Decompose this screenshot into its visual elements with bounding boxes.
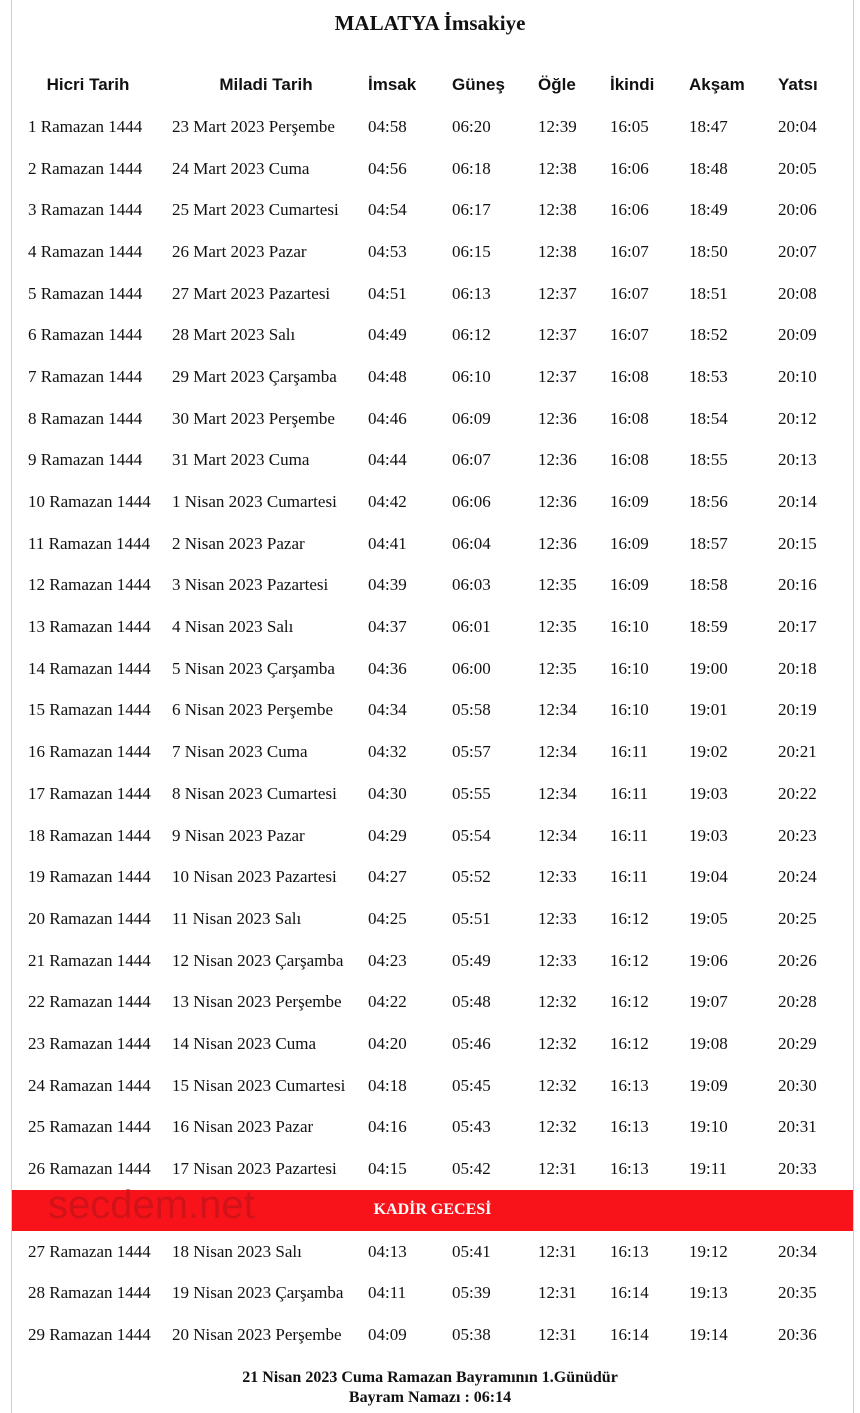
ogle-time: 12:32 — [538, 1075, 577, 1095]
table-row — [12, 773, 853, 815]
hicri-date: 24 Ramazan 1444 — [28, 1075, 151, 1095]
gunes-time: 06:18 — [452, 158, 491, 178]
ogle-time: 12:33 — [538, 867, 577, 887]
gunes-time: 05:42 — [452, 1159, 491, 1179]
ogle-time: 12:37 — [538, 366, 577, 386]
hicri-date: 22 Ramazan 1444 — [28, 992, 151, 1012]
imsak-time: 04:18 — [368, 1075, 407, 1095]
gunes-time: 06:10 — [452, 366, 491, 386]
aksam-time: 18:56 — [689, 492, 728, 512]
col-header-miladi: Miladi Tarih — [219, 75, 313, 94]
imsak-time: 04:13 — [368, 1241, 407, 1261]
ogle-time: 12:32 — [538, 1117, 577, 1137]
yatsi-time: 20:21 — [778, 742, 817, 762]
gunes-time: 05:51 — [452, 908, 491, 928]
imsak-time: 04:51 — [368, 283, 407, 303]
aksam-time: 19:05 — [689, 908, 728, 928]
aksam-time: 18:57 — [689, 533, 728, 553]
miladi-date: 26 Mart 2023 Pazar — [172, 241, 307, 261]
imsak-time: 04:48 — [368, 366, 407, 386]
ikindi-time: 16:11 — [610, 742, 649, 762]
ikindi-time: 16:10 — [610, 617, 649, 637]
yatsi-time: 20:05 — [778, 158, 817, 178]
gunes-time: 05:49 — [452, 950, 491, 970]
table-row — [12, 1107, 853, 1149]
hicri-date: 18 Ramazan 1444 — [28, 825, 151, 845]
table-row — [12, 731, 853, 773]
aksam-time: 18:53 — [689, 366, 728, 386]
imsak-time: 04:16 — [368, 1117, 407, 1137]
ikindi-time: 16:10 — [610, 658, 649, 678]
imsak-time: 04:41 — [368, 533, 407, 553]
imsak-time: 04:09 — [368, 1325, 407, 1345]
miladi-date: 20 Nisan 2023 Perşembe — [172, 1325, 342, 1345]
yatsi-time: 20:34 — [778, 1241, 817, 1261]
miladi-date: 2 Nisan 2023 Pazar — [172, 533, 305, 553]
miladi-date: 25 Mart 2023 Cumartesi — [172, 200, 339, 220]
table-row — [12, 565, 853, 607]
gunes-time: 05:54 — [452, 825, 491, 845]
imsak-time: 04:58 — [368, 116, 407, 136]
ogle-time: 12:33 — [538, 950, 577, 970]
ikindi-time: 16:11 — [610, 783, 649, 803]
ikindi-time: 16:10 — [610, 700, 649, 720]
ogle-time: 12:32 — [538, 992, 577, 1012]
aksam-time: 19:00 — [689, 658, 728, 678]
aksam-time: 19:06 — [689, 950, 728, 970]
table-row — [12, 815, 853, 857]
col-header-yatsi: Yatsı — [778, 75, 818, 94]
yatsi-time: 20:09 — [778, 325, 817, 345]
aksam-time: 19:12 — [689, 1241, 728, 1261]
col-header-ikindi: İkindi — [610, 75, 655, 94]
yatsi-time: 20:08 — [778, 283, 817, 303]
kadir-gecesi-label: KADİR GECESİ — [12, 1190, 853, 1231]
hicri-date: 16 Ramazan 1444 — [28, 742, 151, 762]
aksam-time: 19:13 — [689, 1283, 728, 1303]
imsak-time: 04:49 — [368, 325, 407, 345]
table-row — [12, 106, 853, 148]
ogle-time: 12:37 — [538, 283, 577, 303]
hicri-date: 4 Ramazan 1444 — [28, 241, 143, 261]
hicri-date: 3 Ramazan 1444 — [28, 200, 143, 220]
imsak-time: 04:34 — [368, 700, 407, 720]
aksam-time: 19:04 — [689, 867, 728, 887]
yatsi-time: 20:22 — [778, 783, 817, 803]
ogle-time: 12:38 — [538, 241, 577, 261]
miladi-date: 5 Nisan 2023 Çarşamba — [172, 658, 335, 678]
aksam-time: 18:51 — [689, 283, 728, 303]
table-row — [12, 273, 853, 315]
imsak-time: 04:46 — [368, 408, 407, 428]
col-header-imsak: İmsak — [368, 75, 417, 94]
imsak-time: 04:22 — [368, 992, 407, 1012]
miladi-date: 8 Nisan 2023 Cumartesi — [172, 783, 337, 803]
aksam-time: 19:02 — [689, 742, 728, 762]
ikindi-time: 16:07 — [610, 283, 649, 303]
miladi-date: 12 Nisan 2023 Çarşamba — [172, 950, 344, 970]
imsak-time: 04:30 — [368, 783, 407, 803]
imsak-time: 04:39 — [368, 575, 407, 595]
aksam-time: 19:01 — [689, 700, 728, 720]
watermark: secdem.net — [48, 1183, 255, 1227]
miladi-date: 28 Mart 2023 Salı — [172, 325, 296, 345]
gunes-time: 05:52 — [452, 867, 491, 887]
hicri-date: 20 Ramazan 1444 — [28, 908, 151, 928]
gunes-time: 06:17 — [452, 200, 491, 220]
miladi-date: 14 Nisan 2023 Cuma — [172, 1033, 317, 1053]
miladi-date: 1 Nisan 2023 Cumartesi — [172, 492, 337, 512]
page-title: MALATYA İmsakiye — [334, 11, 526, 35]
imsak-time: 04:23 — [368, 950, 407, 970]
yatsi-time: 20:18 — [778, 658, 817, 678]
aksam-time: 19:14 — [689, 1325, 728, 1345]
yatsi-time: 20:33 — [778, 1159, 817, 1179]
table-body — [12, 106, 853, 1356]
yatsi-time: 20:16 — [778, 575, 817, 595]
imsak-time: 04:15 — [368, 1159, 407, 1179]
miladi-date: 15 Nisan 2023 Cumartesi — [172, 1075, 346, 1095]
ogle-time: 12:34 — [538, 742, 577, 762]
ikindi-time: 16:11 — [610, 825, 649, 845]
table-row — [12, 648, 853, 690]
table-row — [12, 1065, 853, 1107]
miladi-date: 13 Nisan 2023 Perşembe — [172, 992, 342, 1012]
imsak-time: 04:44 — [368, 450, 407, 470]
yatsi-time: 20:17 — [778, 617, 817, 637]
ikindi-time: 16:08 — [610, 408, 649, 428]
gunes-time: 05:39 — [452, 1283, 491, 1303]
hicri-date: 25 Ramazan 1444 — [28, 1117, 151, 1137]
table-row — [12, 981, 853, 1023]
hicri-date: 2 Ramazan 1444 — [28, 158, 143, 178]
table-row — [12, 231, 853, 273]
ikindi-time: 16:06 — [610, 158, 649, 178]
aksam-time: 18:49 — [689, 200, 728, 220]
miladi-date: 17 Nisan 2023 Pazartesi — [172, 1159, 337, 1179]
col-header-aksam: Akşam — [689, 75, 745, 94]
ogle-time: 12:32 — [538, 1033, 577, 1053]
ikindi-time: 16:05 — [610, 116, 649, 136]
miladi-date: 9 Nisan 2023 Pazar — [172, 825, 305, 845]
ikindi-time: 16:14 — [610, 1325, 649, 1345]
table-row — [12, 940, 853, 982]
hicri-date: 7 Ramazan 1444 — [28, 366, 143, 386]
imsakiye-table — [12, 64, 853, 1356]
hicri-date: 5 Ramazan 1444 — [28, 283, 143, 303]
ikindi-time: 16:09 — [610, 533, 649, 553]
ogle-time: 12:35 — [538, 617, 577, 637]
ogle-time: 12:39 — [538, 116, 577, 136]
aksam-time: 19:03 — [689, 783, 728, 803]
imsak-time: 04:42 — [368, 492, 407, 512]
yatsi-time: 20:19 — [778, 700, 817, 720]
yatsi-time: 20:15 — [778, 533, 817, 553]
miladi-date: 24 Mart 2023 Cuma — [172, 158, 310, 178]
hicri-date: 29 Ramazan 1444 — [28, 1325, 151, 1345]
ogle-time: 12:31 — [538, 1241, 577, 1261]
miladi-date: 27 Mart 2023 Pazartesi — [172, 283, 331, 303]
ikindi-time: 16:13 — [610, 1117, 649, 1137]
hicri-date: 9 Ramazan 1444 — [28, 450, 143, 470]
ikindi-time: 16:12 — [610, 908, 649, 928]
hicri-date: 10 Ramazan 1444 — [28, 492, 151, 512]
ogle-time: 12:37 — [538, 325, 577, 345]
aksam-time: 18:48 — [689, 158, 728, 178]
col-header-gunes: Güneş — [452, 75, 505, 94]
table-row — [12, 440, 853, 482]
miladi-date: 11 Nisan 2023 Salı — [172, 908, 302, 928]
yatsi-time: 20:07 — [778, 241, 817, 261]
ogle-time: 12:34 — [538, 825, 577, 845]
table-row — [12, 1023, 853, 1065]
aksam-time: 18:55 — [689, 450, 728, 470]
ogle-time: 12:36 — [538, 450, 577, 470]
imsak-time: 04:11 — [368, 1283, 407, 1303]
imsak-time: 04:25 — [368, 908, 407, 928]
ikindi-time: 16:13 — [610, 1075, 649, 1095]
yatsi-time: 20:24 — [778, 867, 817, 887]
yatsi-time: 20:26 — [778, 950, 817, 970]
table-row — [12, 690, 853, 732]
gunes-time: 05:41 — [452, 1241, 491, 1261]
imsak-time: 04:56 — [368, 158, 407, 178]
table-row — [12, 481, 853, 523]
ikindi-time: 16:09 — [610, 575, 649, 595]
table-row — [12, 356, 853, 398]
imsak-time: 04:20 — [368, 1033, 407, 1053]
gunes-time: 06:04 — [452, 533, 491, 553]
imsak-time: 04:36 — [368, 658, 407, 678]
miladi-date: 7 Nisan 2023 Cuma — [172, 742, 308, 762]
miladi-date: 31 Mart 2023 Cuma — [172, 450, 310, 470]
table-row — [12, 606, 853, 648]
table-row — [12, 398, 853, 440]
yatsi-time: 20:36 — [778, 1325, 817, 1345]
table-row — [12, 1231, 853, 1273]
ogle-time: 12:34 — [538, 783, 577, 803]
miladi-date: 23 Mart 2023 Perşembe — [172, 116, 335, 136]
gunes-time: 06:01 — [452, 617, 491, 637]
aksam-time: 19:11 — [689, 1159, 728, 1179]
imsak-time: 04:37 — [368, 617, 407, 637]
yatsi-time: 20:04 — [778, 116, 817, 136]
gunes-time: 06:00 — [452, 658, 491, 678]
table-row — [12, 189, 853, 231]
footer-line-namaz: Bayram Namazı : 06:14 — [348, 1389, 512, 1406]
aksam-time: 18:58 — [689, 575, 728, 595]
yatsi-time: 20:29 — [778, 1033, 817, 1053]
imsak-time: 04:54 — [368, 200, 407, 220]
ogle-time: 12:35 — [538, 658, 577, 678]
gunes-time: 05:46 — [452, 1033, 491, 1053]
ikindi-time: 16:13 — [610, 1241, 649, 1261]
gunes-time: 06:03 — [452, 575, 491, 595]
miladi-date: 19 Nisan 2023 Çarşamba — [172, 1283, 344, 1303]
ogle-time: 12:38 — [538, 158, 577, 178]
table-row — [12, 314, 853, 356]
ogle-time: 12:36 — [538, 492, 577, 512]
imsak-time: 04:53 — [368, 241, 407, 261]
aksam-time: 18:52 — [689, 325, 728, 345]
gunes-time: 05:38 — [452, 1325, 491, 1345]
ikindi-time: 16:13 — [610, 1159, 649, 1179]
ikindi-time: 16:08 — [610, 450, 649, 470]
aksam-time: 18:47 — [689, 116, 728, 136]
aksam-time: 19:03 — [689, 825, 728, 845]
hicri-date: 14 Ramazan 1444 — [28, 658, 151, 678]
miladi-date: 6 Nisan 2023 Perşembe — [172, 700, 334, 720]
gunes-time: 05:45 — [452, 1075, 491, 1095]
aksam-time: 18:59 — [689, 617, 728, 637]
hicri-date: 17 Ramazan 1444 — [28, 783, 151, 803]
yatsi-time: 20:12 — [778, 408, 817, 428]
yatsi-time: 20:23 — [778, 825, 817, 845]
ikindi-time: 16:06 — [610, 200, 649, 220]
hicri-date: 1 Ramazan 1444 — [28, 116, 143, 136]
yatsi-time: 20:30 — [778, 1075, 817, 1095]
header-row — [12, 64, 853, 106]
ikindi-time: 16:11 — [610, 867, 649, 887]
aksam-time: 19:08 — [689, 1033, 728, 1053]
ikindi-time: 16:07 — [610, 325, 649, 345]
col-header-ogle: Öğle — [538, 75, 576, 94]
table-row — [12, 856, 853, 898]
ogle-time: 12:31 — [538, 1325, 577, 1345]
miladi-date: 16 Nisan 2023 Pazar — [172, 1117, 314, 1137]
gunes-time: 06:15 — [452, 241, 491, 261]
aksam-time: 18:54 — [689, 408, 728, 428]
footer-line-bayram: 21 Nisan 2023 Cuma Ramazan Bayramının 1.Günüdür — [242, 1369, 618, 1386]
aksam-time: 19:09 — [689, 1075, 728, 1095]
ikindi-time: 16:12 — [610, 950, 649, 970]
ogle-time: 12:35 — [538, 575, 577, 595]
hicri-date: 6 Ramazan 1444 — [28, 325, 143, 345]
ikindi-time: 16:12 — [610, 992, 649, 1012]
ogle-time: 12:34 — [538, 700, 577, 720]
gunes-time: 06:07 — [452, 450, 491, 470]
ikindi-time: 16:08 — [610, 366, 649, 386]
gunes-time: 05:48 — [452, 992, 491, 1012]
gunes-time: 05:43 — [452, 1117, 491, 1137]
yatsi-time: 20:10 — [778, 366, 817, 386]
miladi-date: 18 Nisan 2023 Salı — [172, 1241, 302, 1261]
table-row — [12, 898, 853, 940]
table-row — [12, 1273, 853, 1315]
aksam-time: 19:07 — [689, 992, 728, 1012]
hicri-date: 28 Ramazan 1444 — [28, 1283, 151, 1303]
ikindi-time: 16:07 — [610, 241, 649, 261]
hicri-date: 15 Ramazan 1444 — [28, 700, 151, 720]
table-row — [12, 1314, 853, 1356]
hicri-date: 11 Ramazan 1444 — [28, 533, 151, 553]
ikindi-time: 16:09 — [610, 492, 649, 512]
hicri-date: 27 Ramazan 1444 — [28, 1241, 151, 1261]
ogle-time: 12:36 — [538, 408, 577, 428]
hicri-date: 12 Ramazan 1444 — [28, 575, 151, 595]
hicri-date: 19 Ramazan 1444 — [28, 867, 151, 887]
gunes-time: 06:13 — [452, 283, 491, 303]
footer — [0, 1368, 860, 1408]
aksam-time: 19:10 — [689, 1117, 728, 1137]
ogle-time: 12:31 — [538, 1283, 577, 1303]
yatsi-time: 20:35 — [778, 1283, 817, 1303]
ikindi-time: 16:12 — [610, 1033, 649, 1053]
gunes-time: 06:12 — [452, 325, 491, 345]
hicri-date: 21 Ramazan 1444 — [28, 950, 151, 970]
yatsi-time: 20:06 — [778, 200, 817, 220]
ogle-time: 12:38 — [538, 200, 577, 220]
miladi-date: 29 Mart 2023 Çarşamba — [172, 366, 337, 386]
gunes-time: 06:20 — [452, 116, 491, 136]
ikindi-time: 16:14 — [610, 1283, 649, 1303]
imsak-time: 04:27 — [368, 867, 407, 887]
imsak-time: 04:29 — [368, 825, 407, 845]
gunes-time: 05:57 — [452, 742, 491, 762]
hicri-date: 26 Ramazan 1444 — [28, 1159, 151, 1179]
yatsi-time: 20:25 — [778, 908, 817, 928]
gunes-time: 05:55 — [452, 783, 491, 803]
col-header-hicri: Hicri Tarih — [46, 75, 130, 94]
ogle-time: 12:33 — [538, 908, 577, 928]
aksam-time: 18:50 — [689, 241, 728, 261]
table-row — [12, 148, 853, 190]
imsak-time: 04:32 — [368, 742, 407, 762]
ogle-time: 12:31 — [538, 1159, 577, 1179]
miladi-date: 10 Nisan 2023 Pazartesi — [172, 867, 337, 887]
hicri-date: 8 Ramazan 1444 — [28, 408, 143, 428]
gunes-time: 06:09 — [452, 408, 491, 428]
miladi-date: 3 Nisan 2023 Pazartesi — [172, 575, 329, 595]
gunes-time: 06:06 — [452, 492, 491, 512]
hicri-date: 23 Ramazan 1444 — [28, 1033, 151, 1053]
miladi-date: 4 Nisan 2023 Salı — [172, 617, 294, 637]
yatsi-time: 20:13 — [778, 450, 817, 470]
yatsi-time: 20:31 — [778, 1117, 817, 1137]
table-row — [12, 523, 853, 565]
miladi-date: 30 Mart 2023 Perşembe — [172, 408, 335, 428]
hicri-date: 13 Ramazan 1444 — [28, 617, 151, 637]
yatsi-time: 20:14 — [778, 492, 817, 512]
ogle-time: 12:36 — [538, 533, 577, 553]
gunes-time: 05:58 — [452, 700, 491, 720]
yatsi-time: 20:28 — [778, 992, 817, 1012]
